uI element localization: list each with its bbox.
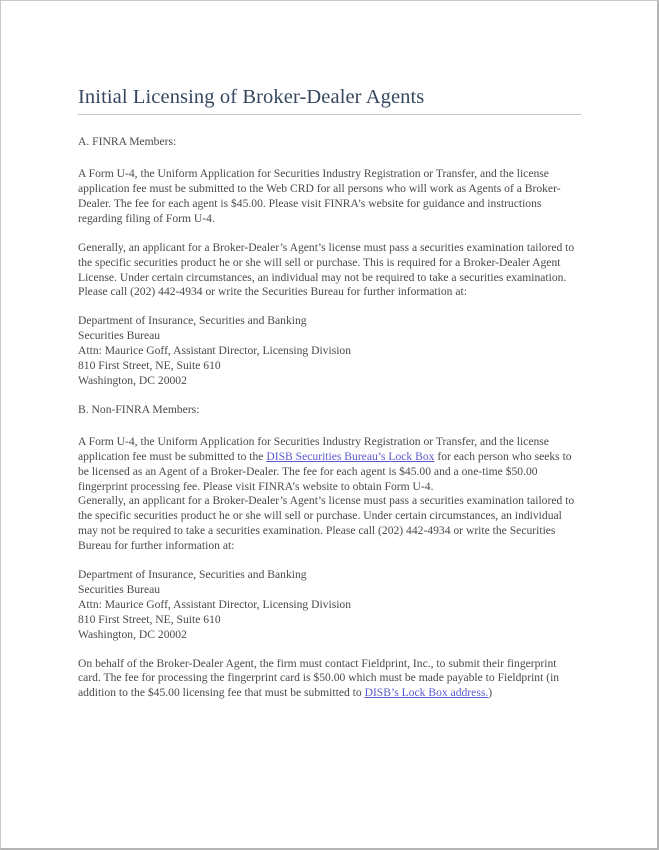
address-line-attn: Attn: Maurice Goff, Assistant Director, Licensing Division bbox=[78, 344, 352, 358]
address-line-city-state-zip: Washington, DC 20002 bbox=[78, 627, 187, 641]
link-disb-lock-box-address[interactable]: DISB’s Lock Box address. bbox=[364, 686, 489, 700]
link-disb-securities-bureau-lock-box[interactable]: DISB Securities Bureau’s Lock Box bbox=[266, 449, 435, 463]
address-line-street: 810 First Street, NE, Suite 610 bbox=[78, 612, 221, 626]
address-line-bureau: Securities Bureau bbox=[78, 582, 161, 596]
paragraph-finra-examination: Generally, an applicant for a Broker-Dealer’s Agent’s license must pass a securities examination tailored to the specific securities product he or she will sell or purchase. This is required for a Broker-Dealer Agent License. Under certain circumstances, an individual may not be required to take a securities examination. Please call (202) 442-4934 or write the Securities Bureau for further information at: bbox=[78, 240, 575, 299]
paragraph-non-finra-text-before-link: A Form U-4, the Uniform Application for Securities Industry Registration or Transfer, and the license application fee must be submitted to the bbox=[78, 434, 549, 463]
paragraph-fieldprint-text-before-link: On behalf of the Broker-Dealer Agent, the firm must contact Fieldprint, Inc., to submit their fingerprint card. The fee for processing the fingerprint card is $50.00 which must be made payable to Fieldprint (in addition to the $45.00 licensing fee that must be submitted to bbox=[78, 656, 560, 700]
address-line-department: Department of Insurance, Securities and Banking bbox=[78, 314, 307, 328]
page-title: Initial Licensing of Broker-Dealer Agents bbox=[78, 86, 425, 108]
address-block-finra bbox=[78, 314, 581, 389]
address-line-city-state-zip: Washington, DC 20002 bbox=[78, 373, 187, 387]
paragraph-fieldprint-fingerprint bbox=[78, 657, 581, 702]
address-line-department: Department of Insurance, Securities and Banking bbox=[78, 568, 307, 582]
paragraph-non-finra-examination: Generally, an applicant for a Broker-Dealer’s Agent’s license must pass a securities examination tailored to the specific securities product he or she will sell or purchase. Under certain circumstances, an individual may not be required to take a securities examination. Please call (202) 442-4934 or write the Securities Bureau for further information at: bbox=[78, 494, 575, 553]
title-divider bbox=[78, 114, 581, 115]
address-line-attn: Attn: Maurice Goff, Assistant Director, Licensing Division bbox=[78, 597, 352, 611]
address-block-non-finra bbox=[78, 568, 581, 643]
address-line-bureau: Securities Bureau bbox=[78, 329, 161, 343]
address-line-street: 810 First Street, NE, Suite 610 bbox=[78, 359, 221, 373]
paragraph-non-finra-form-u4 bbox=[78, 435, 581, 495]
document-content bbox=[78, 1, 581, 715]
section-heading-non-finra: B. Non-FINRA Members: bbox=[78, 402, 200, 416]
document-body bbox=[78, 135, 581, 701]
section-heading-finra: A. FINRA Members: bbox=[78, 135, 177, 149]
paragraph-non-finra-text-after-link: for each person who seeks to be licensed as an Agent of a Broker-Dealer. The fee for each agent is $45.00 and a one-time $50.00 fingerprint processing fee. Please visit FINRA’s website to obtain Form U-4. bbox=[78, 449, 572, 493]
paragraph-fieldprint-text-after-link: ) bbox=[488, 686, 493, 700]
paragraph-finra-form-u4: A Form U-4, the Uniform Application for Securities Industry Registration or Transfer, and the license application fee must be submitted to the Web CRD for all persons who will work as Agents of a Broker-Dealer. The fee for each agent is $45.00. Please visit FINRA’s website for guidance and instructions regarding filing of Form U-4. bbox=[78, 167, 561, 225]
